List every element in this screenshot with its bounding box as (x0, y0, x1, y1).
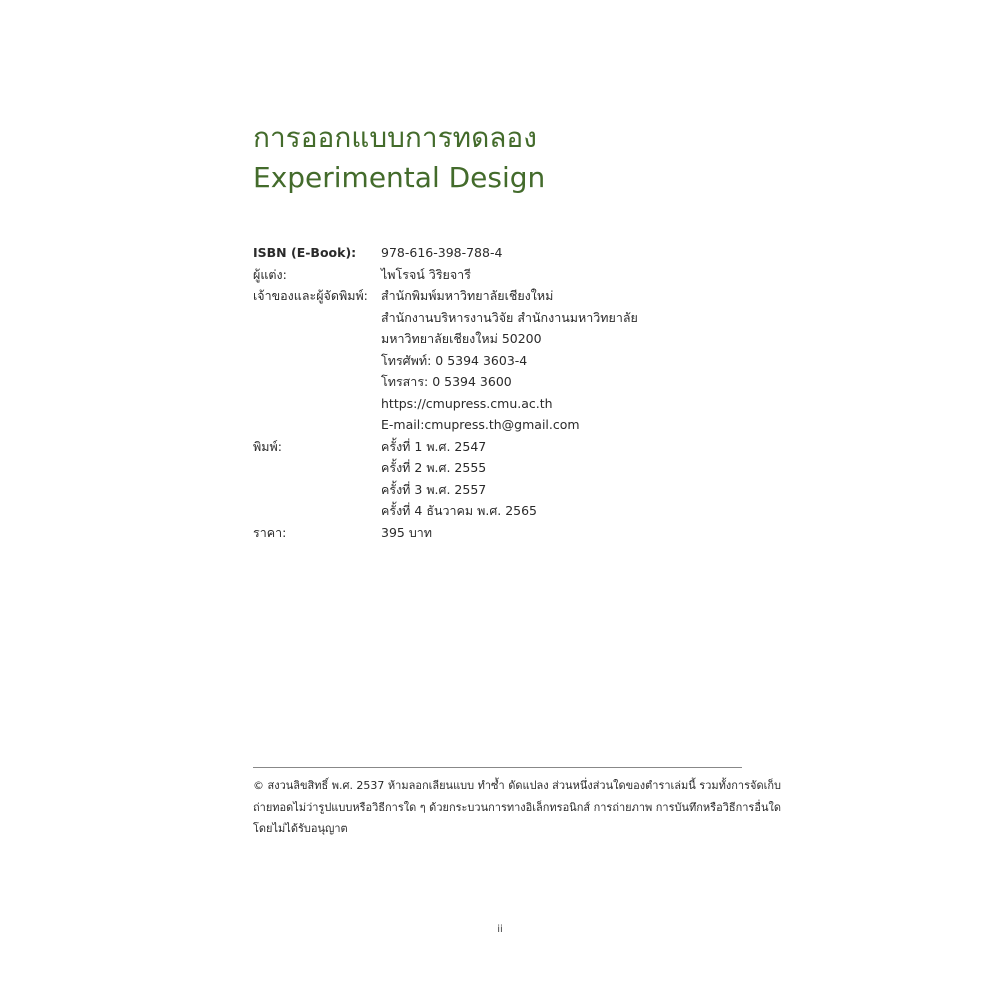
copyright-line: โดยไม่ได้รับอนุญาต (253, 822, 348, 835)
isbn-label: ISBN (E-Book): (253, 245, 357, 260)
author-row (253, 264, 773, 286)
printing-edition-3: ครั้งที่ 3 พ.ศ. 2557 (381, 481, 487, 497)
publisher-phone: โทรศัพท์: 0 5394 3603-4 (381, 352, 528, 368)
publisher-row (253, 328, 773, 350)
publication-info (253, 242, 773, 543)
author-value: ไพโรจน์ วิริยจารี (381, 266, 471, 282)
publisher-website: https://cmupress.cmu.ac.th (381, 395, 553, 411)
printing-edition-2: ครั้งที่ 2 พ.ศ. 2555 (381, 460, 487, 475)
price-label: ราคา: (253, 524, 287, 540)
copyright-line: ถ่ายทอดไม่ว่ารูปแบบหรือวิธีการใด ๆ ด้วยกระบวนการทางอิเล็กทรอนิกส์ การถ่ายภาพ การบันทึกหรือวิธีการอื่นใด (253, 800, 781, 814)
book-title (253, 118, 813, 198)
author-label: ผู้แต่ง: (253, 266, 287, 282)
publisher-label: เจ้าของและผู้จัดพิมพ์: (253, 288, 368, 303)
price-row (253, 522, 773, 544)
book-title-thai: การออกแบบการทดลอง (253, 121, 537, 154)
book-title-english: Experimental Design (253, 161, 546, 194)
publisher-row (253, 414, 773, 436)
isbn-row (253, 242, 773, 264)
price-value: 395 บาท (381, 524, 433, 540)
publisher-email: E-mail:cmupress.th@gmail.com (381, 417, 580, 432)
printing-label: พิมพ์: (253, 438, 282, 454)
isbn-value: 978-616-398-788-4 (381, 245, 503, 260)
printing-row (253, 457, 773, 479)
printing-edition-1: ครั้งที่ 1 พ.ศ. 2547 (381, 438, 487, 454)
publisher-name: สำนักพิมพ์มหาวิทยาลัยเชียงใหม่ (381, 288, 554, 303)
publisher-row (253, 371, 773, 393)
copyright-notice (253, 775, 782, 840)
page-number: ii (497, 924, 503, 935)
publisher-address: มหาวิทยาลัยเชียงใหม่ 50200 (381, 331, 542, 346)
publisher-office: สำนักงานบริหารงานวิจัย สำนักงานมหาวิทยาลัย (381, 309, 638, 325)
publisher-row (253, 285, 773, 307)
publisher-row (253, 307, 773, 329)
printing-row (253, 436, 773, 458)
copyright-line: © สงวนลิขสิทธิ์ พ.ศ. 2537 ห้ามลอกเลียนแบบ ทำซ้ำ ดัดแปลง ส่วนหนึ่งส่วนใดของตำราเล่มนี้ รวมทั้งการจัดเก็บ (253, 779, 782, 792)
footnote-divider (253, 767, 742, 768)
printing-row (253, 500, 773, 522)
printing-edition-4: ครั้งที่ 4 ธันวาคม พ.ศ. 2565 (381, 503, 538, 518)
publisher-row (253, 350, 773, 372)
publisher-fax: โทรสาร: 0 5394 3600 (381, 374, 512, 389)
printing-row (253, 479, 773, 501)
publisher-row (253, 393, 773, 415)
